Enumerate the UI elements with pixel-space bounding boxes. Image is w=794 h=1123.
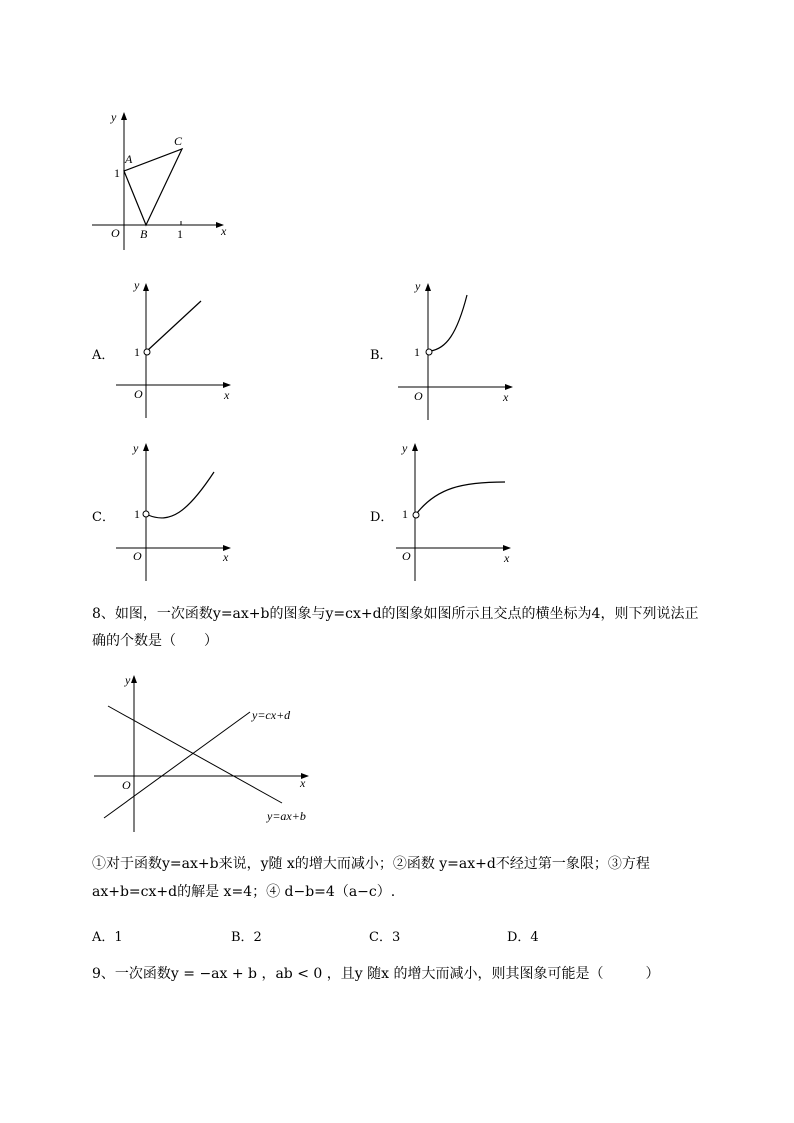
line-ax-b-label: y=ax+b (267, 809, 306, 823)
graph-b[interactable] (394, 278, 524, 423)
origin-label: O (133, 549, 142, 563)
tick-label: 1 (414, 345, 420, 359)
y-label: y (402, 441, 408, 455)
option-a-label: A． (92, 348, 115, 363)
origin-label: O (402, 549, 411, 563)
point-b-label: B (140, 227, 148, 241)
y-label: y (125, 673, 131, 687)
triangle-abc (124, 149, 182, 225)
option-b-label: B． (370, 348, 393, 363)
curve (417, 482, 505, 513)
question-8-figure (92, 670, 322, 840)
x-label: x (300, 776, 306, 790)
line-cx-d (104, 712, 250, 818)
graph-a[interactable] (112, 278, 242, 423)
question-9: 9、一次函数y = −ax + b ，ab < 0 ，且y 随x 的增大而减小，则其图象可能是（ ） (92, 966, 660, 982)
tick-y-1-label: 1 (114, 166, 120, 180)
question-8-line-1: 8、如图，一次函数y=ax+b的图象与y=cx+d的图象如图所示且交点的横坐标为4，则下列说法正 (92, 606, 699, 622)
graph-c[interactable] (112, 438, 242, 583)
choice-b[interactable]: B．2 (231, 930, 262, 945)
x-label: x (224, 388, 230, 402)
x-label: x (223, 550, 229, 564)
question-8-statements-2: ax+b=cx+d的解是 x=4；④ d−b=4（a−c）. (92, 884, 396, 900)
line-cx-d-label: y=cx+d (252, 708, 291, 722)
x-label: x (504, 551, 510, 565)
tick-label: 1 (134, 345, 140, 359)
option-c-label: C． (92, 510, 115, 525)
open-point (144, 349, 150, 355)
origin-label: O (414, 389, 423, 403)
y-label: y (134, 278, 140, 292)
y-label: y (415, 279, 421, 293)
curve (430, 295, 467, 351)
graph-d[interactable] (392, 438, 522, 583)
tick-label: 1 (134, 507, 140, 521)
open-point (426, 349, 432, 355)
question-8-line-2: 确的个数是（ ） (92, 633, 218, 649)
point-c-label: C (174, 134, 183, 148)
y-label: y (111, 110, 117, 124)
option-d-label: D． (370, 510, 394, 525)
x-label: x (503, 390, 509, 404)
curve (148, 301, 201, 350)
origin-label: O (122, 778, 131, 792)
question-8-statements-1: ①对于函数y=ax+b来说，y随 x的增大而减小；②函数 y=ax+d不经过第一象限；③方程 (92, 856, 650, 872)
choice-c[interactable]: C．3 (369, 930, 401, 945)
point-a-label: A (125, 152, 133, 166)
origin-label: O (134, 387, 143, 401)
tick-label: 1 (402, 507, 408, 521)
y-label: y (133, 441, 139, 455)
origin-label: O (111, 226, 120, 240)
open-point (413, 512, 419, 518)
open-point (143, 511, 149, 517)
curve (148, 472, 214, 518)
choice-a[interactable]: A．1 (92, 930, 123, 945)
tick-x-1-label: 1 (177, 227, 183, 241)
x-label: x (221, 224, 227, 238)
choice-d[interactable]: D．4 (507, 930, 539, 945)
triangle-figure (90, 105, 230, 255)
